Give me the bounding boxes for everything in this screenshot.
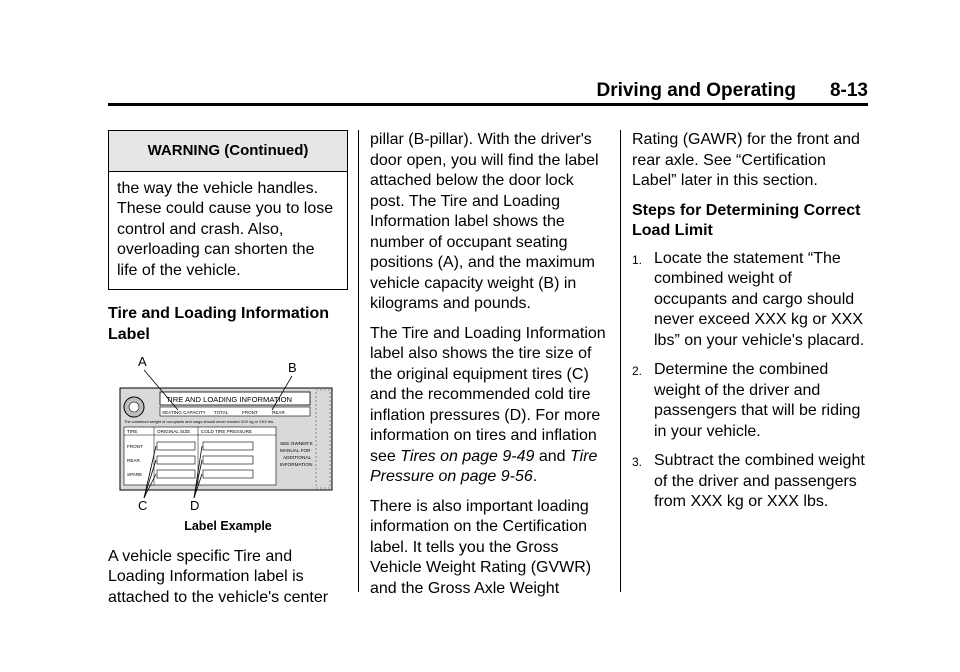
svg-text:ADDITIONAL: ADDITIONAL	[283, 455, 312, 460]
svg-text:SEATING CAPACITY: SEATING CAPACITY	[162, 410, 206, 415]
page-header	[108, 78, 868, 104]
svg-text:COLD TIRE PRESSURE: COLD TIRE PRESSURE	[201, 429, 252, 434]
svg-text:REAR: REAR	[127, 458, 140, 463]
col2-paragraph-1: pillar (B-pillar). With the driver's door open, you will find the label attached below the door lock post. The Tire and Loading Information label shows the number of occupant seating positions (A), and the maximum vehicle capacity weight (B) in kilograms and pounds.	[370, 131, 599, 312]
callout-b: B	[288, 360, 297, 375]
col2-paragraph-2: The Tire and Loading Information label also shows the tire size of the original equipment tires (C) and the recommended cold tire inflation pressures (D). For more information on tires and inflation see Tires on page 9-49 and Tire Pressure on page 9-56.	[370, 324, 606, 485]
svg-text:SEE OWNER'S: SEE OWNER'S	[280, 441, 313, 446]
link-tire-pressure[interactable]: Tire Pressure on page 9-56	[370, 447, 598, 485]
svg-text:REAR: REAR	[272, 410, 285, 415]
step-text: Subtract the combined weight of the driver and passengers from XXX kg or XXX lbs.	[654, 452, 865, 510]
svg-text:INFORMATION: INFORMATION	[280, 462, 313, 467]
svg-text:FRONT: FRONT	[242, 410, 258, 415]
warning-box	[108, 130, 348, 290]
svg-text:ORIGINAL SIZE: ORIGINAL SIZE	[157, 429, 191, 434]
step-number: 1.	[632, 252, 643, 267]
link-tires[interactable]: Tires on page 9-49	[400, 447, 535, 465]
tire-label-illustration	[108, 352, 348, 512]
svg-text:FRONT: FRONT	[127, 444, 143, 449]
step-number: 3.	[632, 455, 643, 469]
column-2	[370, 130, 612, 608]
section-heading: Tire and Loading Information Label	[108, 305, 330, 343]
callout-d: D	[190, 498, 200, 512]
header-rule	[108, 103, 868, 106]
callout-a: A	[138, 354, 147, 369]
step-item	[632, 249, 868, 352]
svg-text:SPARE: SPARE	[127, 472, 143, 477]
step-number: 2.	[632, 364, 643, 378]
section-title: Driving and Operating	[596, 80, 796, 101]
steps-heading: Steps for Determining Correct Load Limit	[632, 201, 861, 239]
column-divider-2	[620, 130, 621, 592]
column-1	[108, 130, 348, 617]
col1-paragraph: A vehicle specific Tire and Loading Information label is attached to the vehicle's center	[108, 547, 329, 606]
figure-caption: Label Example	[184, 519, 272, 533]
step-text: Determine the combined weight of the driver and passengers that will be riding in your vehicle.	[654, 361, 861, 440]
col2-paragraph-3: There is also important loading information on the Certification label. It tells you the Gross Vehicle Weight Rating (GVWR) and the Gross Axle Weight	[370, 497, 592, 597]
step-item	[632, 451, 868, 513]
svg-text:TIRE: TIRE	[127, 429, 138, 434]
warning-body: the way the vehicle handles. These could cause you to lose control and crash. Also, overloading can shorten the life of the vehicle.	[117, 179, 334, 279]
label-title: TIRE AND LOADING INFORMATION	[166, 395, 293, 404]
label-figure	[108, 352, 348, 512]
svg-text:TOTAL: TOTAL	[214, 410, 229, 415]
col3-paragraph-1: Rating (GAWR) for the front and rear axle. See “Certification Label” later in this section.	[632, 131, 860, 189]
callout-c: C	[138, 498, 148, 512]
step-item	[632, 360, 868, 442]
page-number: 8-13	[829, 80, 868, 101]
svg-text:MANUAL FOR: MANUAL FOR	[280, 448, 311, 453]
step-text: Locate the statement “The combined weight of occupants and cargo should never exceed XXX kg or XXX lbs” on your vehicle's placard.	[654, 249, 865, 349]
column-divider-1	[358, 130, 359, 592]
combined-statement: The combined weight of occupants and cargo should never exceed XXX kg or XXX lbs.	[124, 419, 275, 424]
warning-title: WARNING (Continued)	[109, 131, 347, 172]
column-3	[632, 130, 868, 522]
